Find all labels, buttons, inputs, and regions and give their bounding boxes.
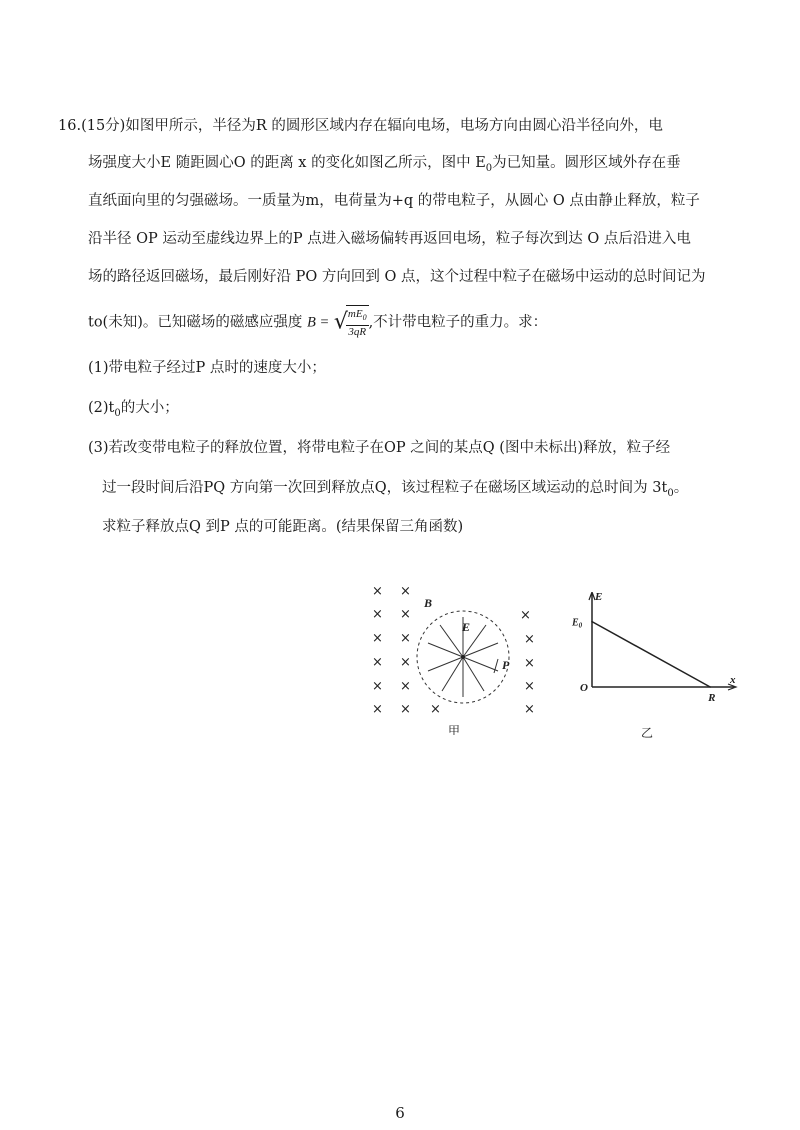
series-line bbox=[592, 622, 710, 687]
formula-sqrt: √ $\frac{mE_0}{3qR}$ bbox=[334, 305, 369, 340]
question-3-line-3: 求粒子释放点Q 到P 点的可能距离。(结果保留三角函数) bbox=[102, 519, 464, 535]
figure-jia-caption: 甲 bbox=[448, 724, 461, 735]
question-3-line-2: 过一段时间后沿PQ 方向第一次回到释放点Q，该过程粒子在磁场区域运动的总时间为 $3t_0$。 bbox=[102, 480, 689, 499]
formula-B: B = bbox=[306, 314, 330, 331]
data-point bbox=[591, 621, 593, 623]
cross: × bbox=[400, 702, 411, 717]
cross: × bbox=[372, 655, 383, 670]
cross: × bbox=[372, 585, 383, 599]
label-B: B bbox=[424, 596, 433, 610]
origin-label: O bbox=[580, 682, 588, 694]
label-E: E bbox=[462, 620, 471, 634]
cross: × bbox=[524, 632, 535, 647]
cross: × bbox=[372, 702, 383, 717]
cross: × bbox=[524, 679, 535, 694]
figure-yi-caption: 乙 bbox=[641, 726, 654, 740]
tick-label-E0: $E_0$ bbox=[572, 617, 583, 630]
y-axis-label: E bbox=[595, 592, 603, 603]
cross: × bbox=[430, 702, 441, 717]
magnetic-field-crosses bbox=[372, 585, 535, 717]
problem-line-2: 场强度大小E 随距圆心O 的距离 x 的变化如图乙所示，图中 $E_0$为已知量。圆形区域外存在垂 bbox=[88, 155, 681, 174]
tick-label-R: R bbox=[708, 692, 716, 704]
cross: × bbox=[400, 655, 411, 670]
problem-score: (15分) bbox=[81, 118, 126, 134]
figure-jia bbox=[360, 585, 555, 735]
center-O bbox=[461, 655, 465, 659]
figure-yi bbox=[570, 592, 745, 742]
cross: × bbox=[400, 607, 411, 622]
page-number: 6 bbox=[395, 1104, 405, 1122]
cross: × bbox=[400, 631, 411, 646]
cross: × bbox=[524, 702, 535, 717]
problem-line-1: 16.(15分)如图甲所示，半径为R 的圆形区域内存在辐向电场，电场方向由圆心沿半径向外，电 bbox=[58, 118, 663, 134]
cross: × bbox=[372, 607, 383, 622]
cross: × bbox=[520, 608, 531, 623]
tick-label-E0-subscript: 0 bbox=[578, 621, 583, 630]
chart-marks bbox=[591, 621, 711, 688]
question-1: (1)带电粒子经过P 点时的速度大小； bbox=[88, 360, 326, 376]
cross: × bbox=[400, 679, 411, 694]
data-point bbox=[709, 686, 711, 688]
cross: × bbox=[400, 585, 411, 599]
cross: × bbox=[524, 656, 535, 671]
problem-line-3: 直纸面向里的匀强磁场。一质量为m，电荷量为+q 的带电粒子，从圆心 O 点由静止释放，粒子 bbox=[88, 193, 700, 209]
label-P: P bbox=[502, 658, 510, 672]
cross: × bbox=[372, 631, 383, 646]
problem-line-4: 沿半径 OP 运动至虚线边界上的P 点进入磁场偏转再返回电场，粒子每次到达 O 点后沿进入电 bbox=[88, 231, 691, 247]
question-2: $(2)t_0$的大小； bbox=[88, 400, 179, 419]
chart-axes bbox=[571, 592, 736, 704]
problem-line-6: to(未知)。已知磁场的磁感应强度 B = √ $\frac{mE_0}{3qR}$ ,不计带电粒子的重力。求： bbox=[88, 305, 547, 340]
problem-number: 16. bbox=[58, 118, 82, 134]
problem-line-5: 场的路径返回磁场，最后刚好沿 PO 方向回到 O 点，这个过程中粒子在磁场中运动的总时间记为 bbox=[88, 269, 706, 285]
x-axis-label: x bbox=[730, 674, 736, 686]
question-3-line-1: (3)若改变带电粒子的释放位置，将带电粒子在OP 之间的某点Q (图中未标出)释放，粒子经 bbox=[88, 440, 671, 456]
cross: × bbox=[372, 679, 383, 694]
